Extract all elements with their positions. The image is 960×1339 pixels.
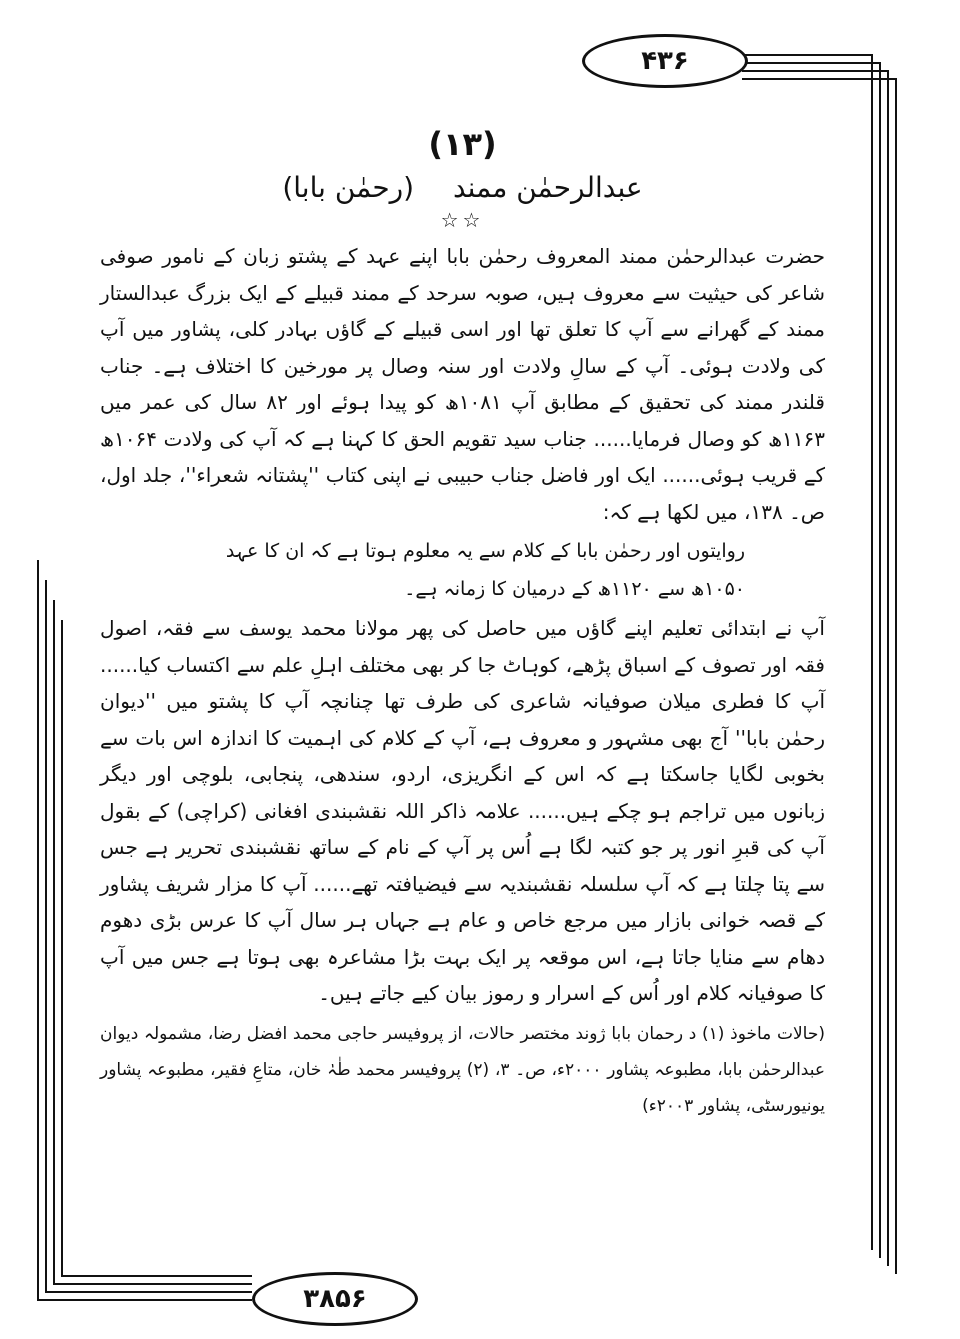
chapter-title-line [100, 171, 825, 204]
chapter-number: (۱۳) [428, 125, 497, 163]
top-page-number: ۴۳۶ [582, 34, 748, 88]
page-content [100, 125, 825, 1124]
sources-note: (حالات ماخوذ (۱) د رحمان بابا ژوند مختصر حالات، از پروفیسر حاجی محمد افضل رضا، مشمولہ دیوان عبدالرحمٰن بابا، مطبوعہ پشاور ۲۰۰۰ء، ص۔ ۳، (۲) پروفیسر محمد طٰہٰ خان، متاعِ فقیر، مطبوعہ پشاور یونیورسٹی، پشاور ۲۰۰۳ء) [100, 1023, 826, 1116]
block-quote: روایتوں اور رحمٰن بابا کے کلام سے یہ معلوم ہوتا ہے کہ ان کا عہد ۱۰۵۰ھ سے ۱۱۲۰ھ کے درمیان کا زمانہ ہے۔ [225, 540, 745, 600]
chapter-subtitle: (رحمٰن بابا) [282, 171, 415, 204]
star-ornament: ☆☆ [440, 208, 485, 232]
chapter-title: عبدالرحمٰن ممند [452, 171, 643, 204]
intro-paragraph: حضرت عبدالرحمٰن ممند المعروف رحمٰن بابا اپنے عہد کے پشتو زبان کے نامور صوفی شاعر کی حیثیت سے معروف ہیں، صوبہ سرحد کے ممند قبیلے کے ایک بزرگ عبدالستار ممند کے گھرانے سے آپ کا تعلق تھا اور اسی قبیلے کے گاؤں بہادر کلی، پشاور میں آپ کی ولادت ہوئی۔ آپ کے سالِ ولادت اور سنہ وصال پر مورخین کا اختلاف ہے۔ جناب قلندر ممند کی تحقیق کے مطابق آپ ۱۰۸۱ھ کو پیدا ہوئے اور ۸۲ سال کی عمر میں ۱۱۶۳ھ کو وصال فرمایا...... جناب سید تقویم الحق کا کہنا ہے کہ آپ کی ولادت ۱۰۶۴ھ کے قریب ہوئی...... ایک اور فاضل جناب حبیبی نے اپنی کتاب ''پشتانہ شعراء''، جلد اول، ص۔ ۱۳۸، میں لکھا ہے کہ: [100, 244, 825, 524]
bottom-page-number: ۳۸۵۶ [252, 1272, 418, 1326]
biography-paragraph: آپ نے ابتدائی تعلیم اپنے گاؤں میں حاصل کی پھر مولانا محمد یوسف سے فقہ، اصول فقہ اور تصوف کے اسباق پڑھے، کوہاٹ جا کر بھی مختلف اہلِ علم سے اکتساب کیا...... آپ کا فطری میلان صوفیانہ شاعری کی طرف تھا چنانچہ آپ کا پشتو میں ''دیوان رحمٰن بابا'' آج بھی مشہور و معروف ہے، آپ کے کلام کی اہمیت کا اندازہ اس بات سے بخوبی لگایا جاسکتا ہے کہ اس کے انگریزی، اردو، سندھی، پنجابی، بلوچی اور دیگر زبانوں میں تراجم ہو چکے ہیں...... علامہ ذاکر اللہ نقشبندی افغانی (کراچی) کے بقول آپ کی قبرِ انور پر جو کتبہ لگا ہے اُس پر آپ کے نام کے ساتھ نقشبندی تحریر ہے جس سے پتا چلتا ہے کہ آپ سلسلہ نقشبندیہ سے فیضیافتہ تھے...... آپ کا مزار شریف پشاور کے قصہ خوانی بازار میں مرجع خاص و عام ہے جہاں ہر سال آپ کا عرس بڑی دھوم دھام سے منایا جاتا ہے، اس موقعہ پر ایک بہت بڑا مشاعرہ بھی ہوتا ہے جس میں آپ کا صوفیانہ کلام اور اُس کے اسرار و رموز بیان کیے جاتے ہیں۔ [100, 616, 825, 1005]
